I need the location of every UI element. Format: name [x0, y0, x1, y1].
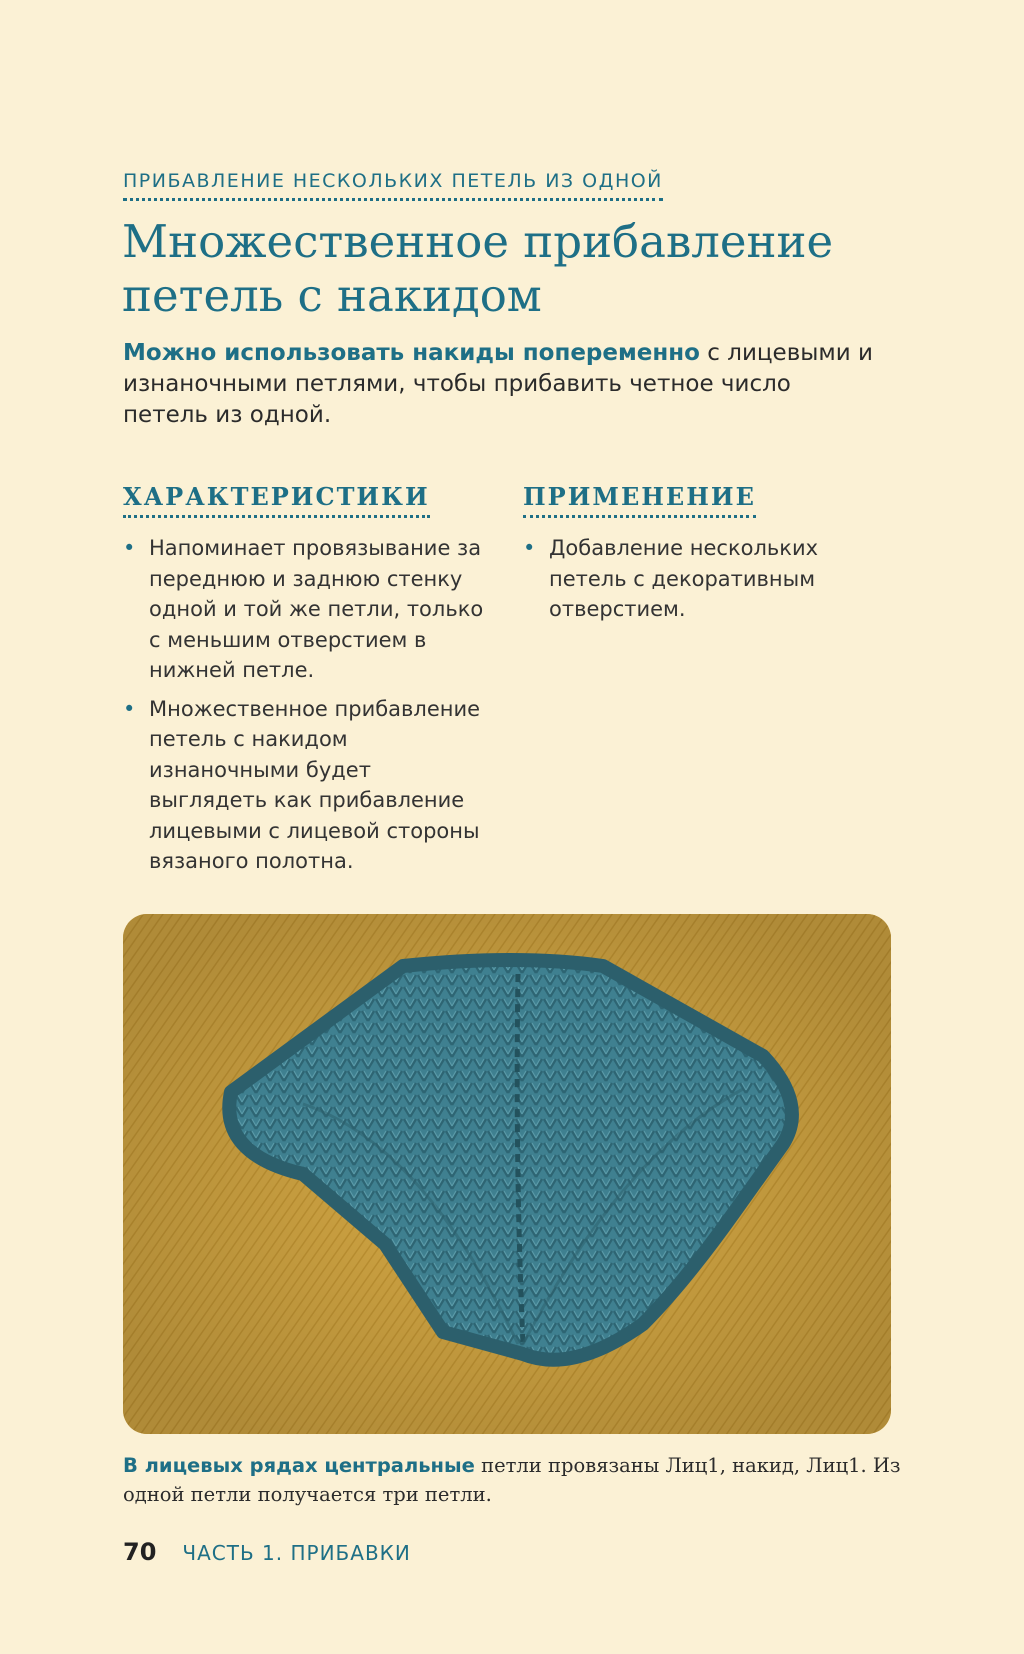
characteristics-heading: ХАРАКТЕРИСТИКИ: [123, 482, 430, 518]
application-list: [523, 533, 853, 633]
photo-caption: [123, 1451, 923, 1509]
list-item: [523, 533, 853, 625]
page-title-line-2: петель с накидом: [122, 269, 542, 322]
list-item: [123, 694, 493, 877]
characteristics-list: [123, 533, 493, 885]
page-title-line-1: Множественное прибавление: [122, 215, 834, 268]
caption-lead: В лицевых рядах центральные: [123, 1454, 475, 1477]
page-footer: [123, 1538, 411, 1566]
list-item-text: Добавление нескольких петель с декоративным отверстием.: [549, 536, 819, 621]
intro-paragraph: [123, 338, 883, 431]
intro-lead: Можно использовать накиды попеременно: [123, 340, 700, 366]
list-item-text: Напоминает провязывание за переднюю и заднюю стенку одной и той же петли, только с меньшим отверстием в нижней петле.: [149, 536, 484, 682]
bullet-icon: •: [123, 536, 136, 560]
application-heading: ПРИМЕНЕНИЕ: [523, 482, 756, 518]
bullet-icon: •: [523, 536, 536, 560]
intro-text: с лицевыми и изнаночными петлями, чтобы прибавить четное число петель из одной.: [123, 340, 873, 428]
knitted-swatch-illustration: [123, 914, 891, 1434]
list-item: [123, 533, 493, 686]
bullet-icon: •: [123, 696, 136, 721]
caption-text: петли провязаны Лиц1, накид, Лиц1. Из одной петли получается три петли.: [123, 1454, 901, 1506]
chapter-label: ЧАСТЬ 1. ПРИБАВКИ: [182, 1541, 411, 1565]
page-title: [122, 215, 922, 323]
knitted-swatch-photo: [123, 914, 891, 1434]
page-number: 70: [123, 1538, 157, 1566]
section-label: ПРИБАВЛЕНИЕ НЕСКОЛЬКИХ ПЕТЕЛЬ ИЗ ОДНОЙ: [123, 170, 663, 201]
list-item-text: Множественное прибавление петель с накидом изнаночными будет выглядеть как прибавление лицевыми с лицевой стороны вязаного полотна.: [149, 696, 481, 873]
